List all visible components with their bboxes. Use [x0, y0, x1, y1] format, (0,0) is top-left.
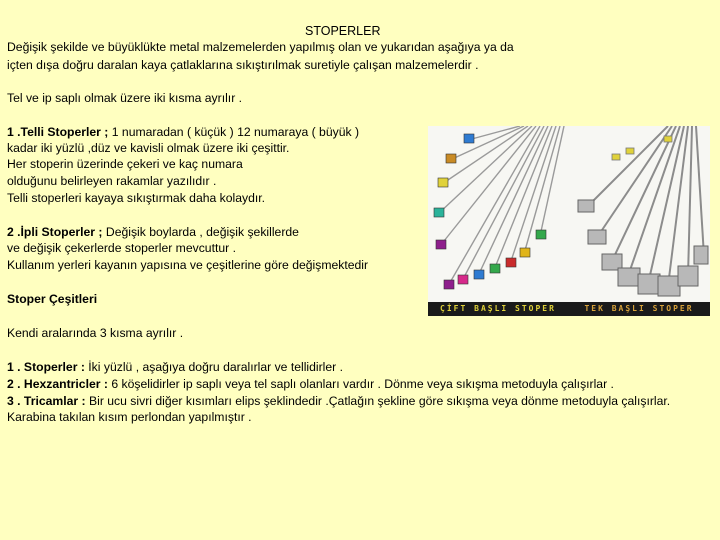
- intro-line-1: Değişik şekilde ve büyüklükte metal malzemelerden yapılmış olan ve yukarıdan aşağıya ya da: [7, 40, 514, 54]
- stopper-set-illustration-2: [568, 126, 710, 302]
- stopper-head: [536, 230, 546, 239]
- telli-heading: 1 .Telli Stoperler ;: [7, 125, 109, 139]
- types-line: Tel ve ip saplı olmak üzere iki kısma ayrılır .: [7, 91, 243, 105]
- stopper-head: [464, 134, 474, 143]
- page-title: STOPERLER: [305, 24, 381, 38]
- cesitleri-heading: Stoper Çeşitleri: [7, 292, 98, 306]
- ipli-heading: 2 .İpli Stoperler ;: [7, 225, 103, 239]
- stopper-head: [520, 248, 530, 257]
- intro-line-2: içten dışa doğru daralan kaya çatlaklarına sıkıştırılmak suretiyle çalışan malzemelerdir .: [7, 58, 479, 72]
- list-item-tricamlar: 3 . Tricamlar : Bir ucu sivri diğer kısımları elips şeklindedir .Çatlağın şekline göre sıkışma veya dönme metoduyla çalışırlar. Karabina takılan kısım perlondan yapılmıştır .: [7, 394, 671, 424]
- telli-line-5: Telli stoperleri kayaya sıkıştırmak daha kolaydır.: [7, 191, 266, 205]
- telli-line-2: kadar iki yüzlü ,düz ve kavisli olmak üzere iki çeşittir.: [7, 141, 290, 155]
- ipli-line-3: Kullanım yerleri kayanın yapısına ve çeşitlerine göre değişmektedir: [7, 258, 369, 272]
- single-head-stopper-photo: [568, 126, 710, 316]
- stopper-head: [444, 280, 454, 289]
- stopper-head: [446, 154, 456, 163]
- stopper-set-illustration: [428, 126, 568, 302]
- right-photo-caption: TEK BAŞLI STOPER: [568, 302, 710, 316]
- list-item-stoperler: 1 . Stoperler : İki yüzlü , aşağıya doğru daralırlar ve tellidirler .: [7, 360, 343, 374]
- telli-line-1: [7, 125, 359, 140]
- double-head-stopper-photo: [428, 126, 568, 316]
- stopper-head: [436, 240, 446, 249]
- stopper-head: [458, 275, 468, 284]
- telli-line-3: Her stoperin üzerinde çekeri ve kaç numara: [7, 157, 243, 171]
- telli-line-4: olduğunu belirleyen rakamlar yazılıdır .: [7, 174, 217, 188]
- telli-line-1-text: 1 numaradan ( küçük ) 12 numaraya ( büyük ): [108, 125, 360, 139]
- ipli-line-1-text: Değişik boylarda , değişik şekillerde: [102, 225, 299, 239]
- ipli-line-2: ve değişik çekerlerde stoperler mevcuttur .: [7, 241, 236, 255]
- stopper-head: [434, 208, 444, 217]
- stopper-head: [506, 258, 516, 267]
- left-photo-caption: ÇİFT BAŞLI STOPER: [428, 302, 568, 316]
- ipli-line-1: [7, 225, 299, 240]
- stopper-head: [438, 178, 448, 187]
- cesitleri-subtitle: Kendi aralarında 3 kısma ayrılır .: [7, 326, 184, 340]
- stopper-head: [474, 270, 484, 279]
- list-item-hexzantricler: 2 . Hexzantricler : 6 köşelidirler ip saplı veya tel saplı olanları vardır . Dönme veya sıkışma metoduyla çalışırlar .: [7, 377, 614, 391]
- stopper-head: [490, 264, 500, 273]
